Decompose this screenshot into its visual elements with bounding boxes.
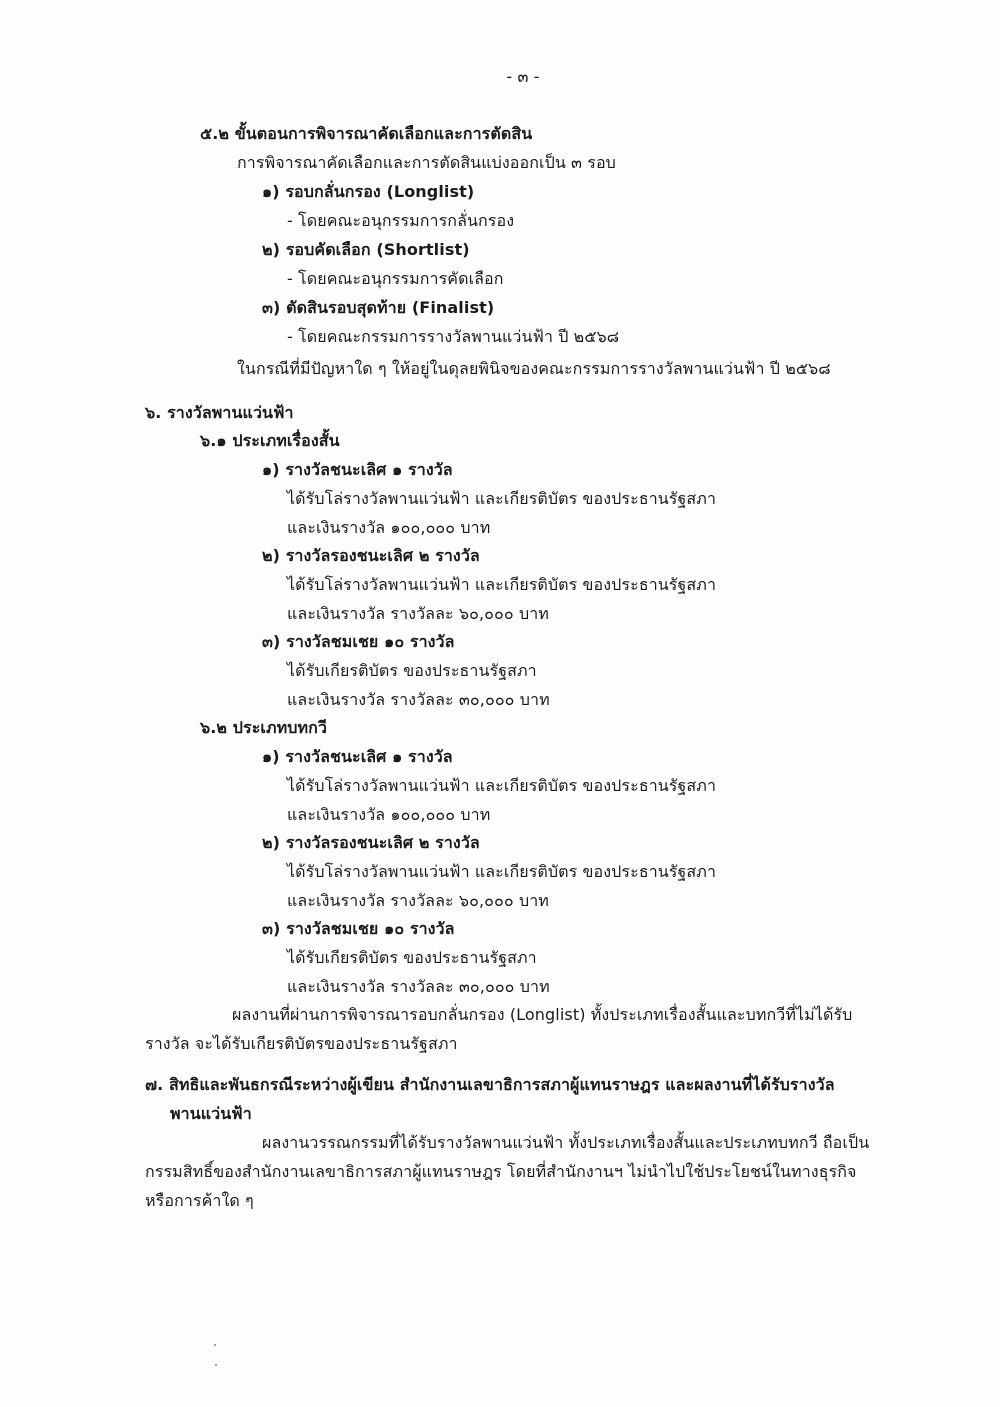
section-5-2-note: ในกรณีที่มีปัญหาใด ๆ ให้อยู่ในดุลยพินิจของคณะกรรมการรางวัลพานแว่นฟ้า ปี ๒๕๖๘: [237, 359, 831, 378]
short-story-award-2-line1: ได้รับโล่รางวัลพานแว่นฟ้า และเกียรติบัตร ของประธานรัฐสภา: [287, 575, 717, 594]
poetry-award-1-title: ๑) รางวัลชนะเลิศ ๑ รางวัล: [262, 747, 453, 766]
short-story-award-2-line2: และเงินรางวัล รางวัลละ ๖๐,๐๐๐ บาท: [287, 604, 549, 623]
section-5-2-heading: ๕.๒ ขั้นตอนการพิจารณาคัดเลือกและการตัดสิน: [200, 124, 533, 143]
poetry-award-3-line1: ได้รับเกียรติบัตร ของประธานรัฐสภา: [287, 948, 537, 967]
section-6-2-heading: ๖.๒ ประเภทบทกวี: [200, 718, 328, 737]
round-2-detail: - โดยคณะอนุกรรมการคัดเลือก: [287, 269, 504, 288]
poetry-award-1-line1: ได้รับโล่รางวัลพานแว่นฟ้า และเกียรติบัตร ของประธานรัฐสภา: [287, 776, 717, 795]
round-3-title: ๓) ตัดสินรอบสุดท้าย (Finalist): [262, 298, 495, 317]
short-story-award-1-line2: และเงินรางวัล ๑๐๐,๐๐๐ บาท: [287, 518, 491, 537]
section-6-heading: ๖. รางวัลพานแว่นฟ้า: [145, 403, 294, 422]
section-6-1-heading: ๖.๑ ประเภทเรื่องสั้น: [200, 431, 340, 450]
section-7-heading-line1: ๗. สิทธิและพันธกรณีระหว่างผู้เขียน สำนักงานเลขาธิการสภาผู้แทนราษฎร และผลงานที่ได้รับรางวัล: [145, 1075, 835, 1094]
poetry-award-2-title: ๒) รางวัลรองชนะเลิศ ๒ รางวัล: [262, 833, 480, 852]
poetry-award-2-line1: ได้รับโล่รางวัลพานแว่นฟ้า และเกียรติบัตร ของประธานรัฐสภา: [287, 862, 717, 881]
short-story-award-2-title: ๒) รางวัลรองชนะเลิศ ๒ รางวัล: [262, 546, 480, 565]
short-story-award-3-title: ๓) รางวัลชมเชย ๑๐ รางวัล: [262, 632, 455, 651]
round-1-title: ๑) รอบกลั่นกรอง (Longlist): [262, 182, 475, 201]
round-2-title: ๒) รอบคัดเลือก (Shortlist): [262, 240, 470, 259]
section-7-heading-line2: พานแว่นฟ้า: [170, 1104, 252, 1123]
round-1-detail: - โดยคณะอนุกรรมการกลั่นกรอง: [287, 211, 515, 230]
scan-speck: [215, 1364, 217, 1366]
section-7-para-line1: ผลงานวรรณกรรมที่ได้รับรางวัลพานแว่นฟ้า ทั้งประเภทเรื่องสั้นและประเภทบทกวี ถือเป็น: [262, 1133, 870, 1152]
longlist-note-line2: รางวัล จะได้รับเกียรติบัตรของประธานรัฐสภา: [145, 1034, 458, 1053]
poetry-award-3-line2: และเงินรางวัล รางวัลละ ๓๐,๐๐๐ บาท: [287, 977, 550, 996]
page-number: - ๓ -: [506, 67, 540, 86]
poetry-award-3-title: ๓) รางวัลชมเชย ๑๐ รางวัล: [262, 919, 455, 938]
short-story-award-1-line1: ได้รับโล่รางวัลพานแว่นฟ้า และเกียรติบัตร ของประธานรัฐสภา: [287, 489, 717, 508]
short-story-award-1-title: ๑) รางวัลชนะเลิศ ๑ รางวัล: [262, 460, 453, 479]
scan-speck: [214, 1344, 216, 1346]
longlist-note-line1: ผลงานที่ผ่านการพิจารณารอบกลั่นกรอง (Longlist) ทั้งประเภทเรื่องสั้นและบทกวีที่ไม่ได้รับ: [232, 1005, 853, 1024]
short-story-award-3-line2: และเงินรางวัล รางวัลละ ๓๐,๐๐๐ บาท: [287, 690, 550, 709]
section-5-2-intro: การพิจารณาคัดเลือกและการตัดสินแบ่งออกเป็น ๓ รอบ: [237, 153, 616, 172]
section-7-para-line2: กรรมสิทธิ์ของสำนักงานเลขาธิการสภาผู้แทนราษฎร โดยที่สำนักงานฯ ไม่นำไปใช้ประโยชน์ในทางธุรกิจ: [145, 1162, 857, 1181]
section-7-para-line3: หรือการค้าใด ๆ: [145, 1191, 254, 1210]
short-story-award-3-line1: ได้รับเกียรติบัตร ของประธานรัฐสภา: [287, 661, 537, 680]
poetry-award-1-line2: และเงินรางวัล ๑๐๐,๐๐๐ บาท: [287, 805, 491, 824]
round-3-detail: - โดยคณะกรรมการรางวัลพานแว่นฟ้า ปี ๒๕๖๘: [287, 327, 620, 346]
poetry-award-2-line2: และเงินรางวัล รางวัลละ ๖๐,๐๐๐ บาท: [287, 891, 549, 910]
